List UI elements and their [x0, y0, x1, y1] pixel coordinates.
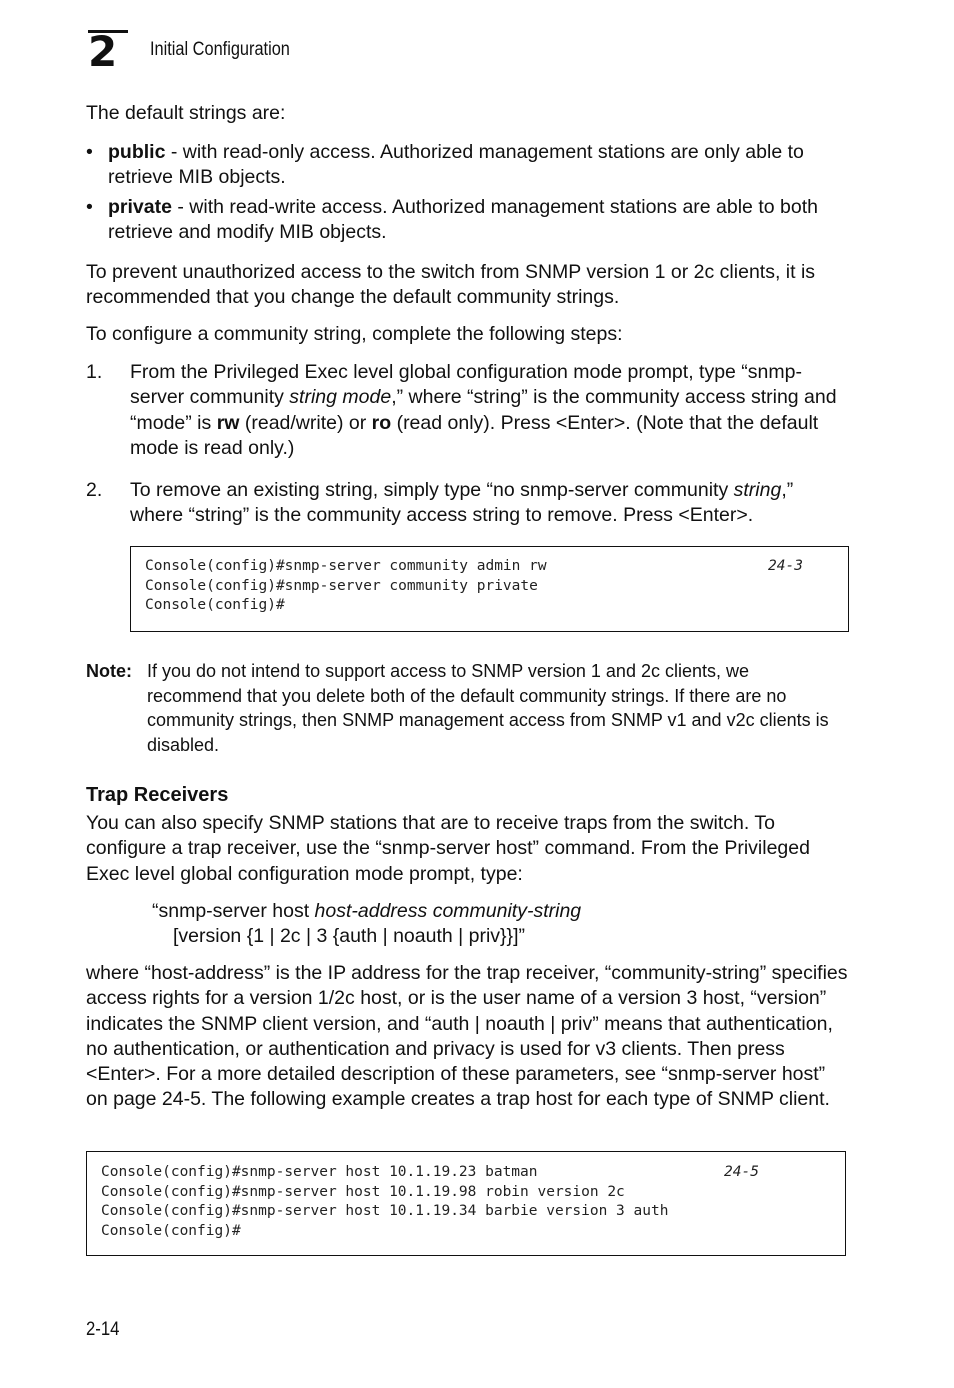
- code-text: Console(config)#snmp-server host 10.1.19.23 batman: [101, 1164, 538, 1180]
- code-line: Console(config)#snmp-server host 10.1.19.98 robin version 2c: [101, 1183, 625, 1200]
- code-text: Console(config)#snmp-server community admin rw: [145, 558, 547, 574]
- code-block-trap-hosts: [86, 1151, 846, 1256]
- paragraph-trap-description: where “host-address” is the IP address for the trap receiver, “community-string” specifies access rights for a version 1/2c host, or is the user name of a version 3 host, “version” indicates the SNMP client version, and “auth | noauth | priv” means that authentication, no authentication, or authentication and privacy is used for v3 clients. Then press <Enter>. For a more detailed description of these parameters, see “snmp-server host” on page 24-5. The following example creates a trap host for each type of SNMP client.: [86, 962, 848, 1111]
- bullet-item-private: [86, 195, 850, 246]
- section-heading-trap-receivers: Trap Receivers: [86, 784, 229, 806]
- step-number: 2.: [86, 479, 103, 501]
- chapter-number-badge: 2: [88, 30, 128, 68]
- code-line: [101, 1163, 845, 1183]
- code-line: [145, 557, 848, 577]
- code-reference: 24-5: [724, 1164, 759, 1180]
- note-label: Note:: [86, 661, 132, 681]
- syntax-italic: host-address community-string: [314, 900, 582, 922]
- intro-text: The default strings are:: [86, 102, 286, 124]
- step-text: To remove an existing string, simply type “no snmp-server community: [130, 479, 734, 501]
- code-block-community: [130, 546, 849, 632]
- note-text: If you do not intend to support access to SNMP version 1 and 2c clients, we recommend that you delete both of the default community strings. If there are no community strings, then SNMP management access from SNMP v1 and v2c clients is disabled.: [147, 661, 829, 755]
- bullet-term: public: [108, 141, 166, 163]
- code-reference: 24-3: [768, 558, 803, 574]
- bullet-item-public: [86, 140, 848, 191]
- step-text: ,” where “string” is the community access string and “mode” is: [130, 386, 837, 434]
- syntax-line-1: [152, 899, 581, 924]
- syntax-line-2: [version {1 | 2c | 3 {auth | noauth | priv}}]”: [173, 925, 525, 947]
- step-italic: string mode: [289, 386, 392, 409]
- bullet-term: private: [108, 196, 172, 218]
- step-number: 1.: [86, 361, 103, 383]
- chapter-title: Initial Configuration: [150, 39, 290, 60]
- step-bold-rw: rw: [216, 411, 240, 434]
- step-italic: string: [733, 479, 782, 501]
- bullet-marker: •: [86, 196, 93, 218]
- code-line: Console(config)#snmp-server community private: [145, 577, 538, 594]
- code-line: Console(config)#: [145, 597, 285, 613]
- step-2: [86, 478, 850, 529]
- page-number: 2-14: [86, 1319, 120, 1340]
- bullet-text: - with read-write access. Authorized management stations are able to both retrieve and modify MIB objects.: [108, 196, 818, 244]
- step-text: (read/write) or: [239, 411, 372, 434]
- syntax-text: “snmp-server host: [152, 900, 315, 922]
- step-text: (read only). Press <Enter>. (Note that the default mode is read only.): [130, 411, 819, 459]
- paragraph-configure: To configure a community string, complete the following steps:: [86, 323, 623, 345]
- paragraph-trap-intro: You can also specify SNMP stations that are to receive traps from the switch. To configure a trap receiver, use the “snmp-server host” command. From the Privileged Exec level global configuration mode prompt, type:: [86, 812, 810, 885]
- bullet-marker: •: [86, 141, 93, 163]
- code-line: Console(config)#snmp-server host 10.1.19.34 barbie version 3 auth: [101, 1203, 669, 1219]
- step-text: From the Privileged Exec level global configuration mode prompt, type “snmp-server community: [130, 361, 802, 409]
- code-line: Console(config)#: [101, 1222, 241, 1239]
- paragraph-prevent: To prevent unauthorized access to the switch from SNMP version 1 or 2c clients, it is recommended that you change the default community strings.: [86, 261, 816, 309]
- bullet-text: - with read-only access. Authorized management stations are only able to retrieve MIB objects.: [108, 141, 804, 189]
- step-text: ,” where “string” is the community access string to remove. Press <Enter>.: [130, 479, 794, 527]
- step-1: [86, 360, 850, 461]
- step-bold-ro: ro: [371, 411, 392, 434]
